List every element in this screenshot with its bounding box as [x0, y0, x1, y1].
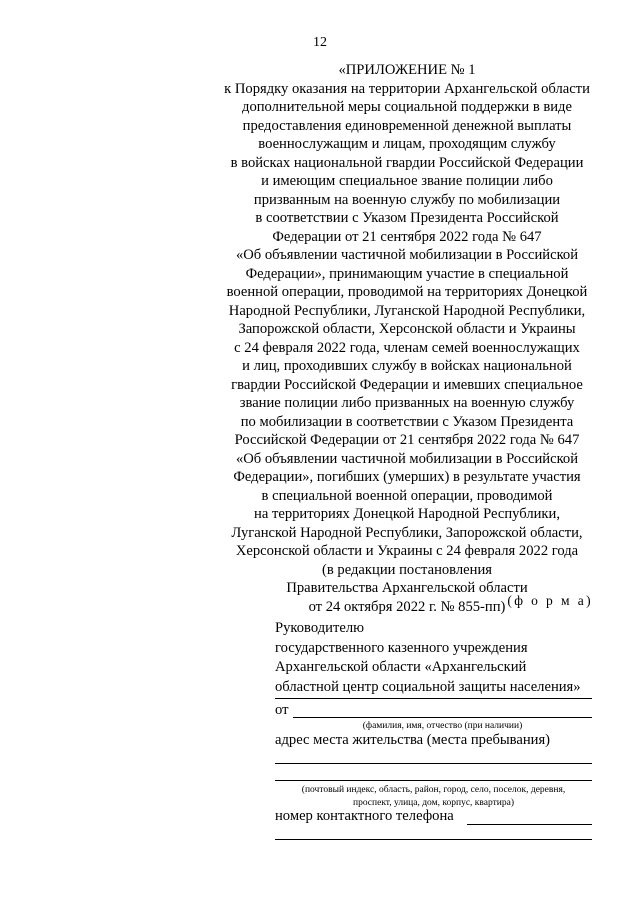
phone-line[interactable]	[467, 824, 592, 825]
address-caption-1: (почтовый индекс, область, район, город, село, поселок, деревня,	[301, 785, 566, 795]
appendix-line: Запорожской области, Херсонской области и Украины	[238, 321, 576, 337]
appendix-line: гвардии Российской Федерации и имевших специальное	[231, 376, 583, 393]
appendix-line: звание полиции либо призванных на военную службу	[239, 395, 575, 411]
phone-extra-line[interactable]	[275, 839, 592, 840]
appendix-line: дополнительной меры социальной поддержки в виде	[242, 99, 572, 115]
appendix-line: с 24 февраля 2022 года, членам семей военнослужащих	[234, 339, 580, 356]
appendix-line: Федерации от 21 сентября 2022 года № 647	[272, 228, 542, 245]
appendix-line: военнослужащим и лицам, проходящим службу	[258, 136, 556, 152]
appendix-line: на территориях Донецкой Народной Республики,	[254, 506, 560, 522]
from-label: от	[275, 702, 289, 718]
address-line-1[interactable]	[275, 763, 592, 764]
appendix-line: Луганской Народной Республики, Запорожской области,	[231, 524, 583, 541]
phone-label: номер контактного телефона	[275, 808, 454, 824]
appendix-line: Херсонской области и Украины с 24 февраля 2022 года	[235, 543, 579, 559]
addressee-line: Архангельской области «Архангельский	[275, 659, 527, 675]
addressee-line: областной центр социальной защиты населения»	[275, 678, 581, 695]
appendix-line: к Порядку оказания на территории Архангельской области	[224, 80, 590, 97]
addressee-line: Руководителю	[275, 620, 365, 636]
addressee-blank-line[interactable]	[275, 698, 592, 699]
appendix-line: Российской Федерации от 21 сентября 2022 года № 647	[234, 432, 580, 448]
appendix-line: «ПРИЛОЖЕНИЕ № 1	[338, 62, 476, 78]
address-caption-2: проспект, улица, дом, корпус, квартира)	[352, 798, 514, 808]
appendix-line: Правительства Архангельской области	[286, 580, 528, 596]
address-line-2[interactable]	[275, 780, 592, 781]
appendix-line: в соответствии с Указом Президента Российской	[255, 210, 559, 226]
appendix-line: и лиц, проходивших службу в войсках национальной	[242, 358, 572, 374]
appendix-line: «Об объявлении частичной мобилизации в Российской	[235, 450, 579, 467]
address-label: адрес места жительства (места пребывания)	[275, 732, 551, 748]
appendix-line: в войсках национальной гвардии Российской Федерации	[230, 154, 584, 171]
appendix-line: Народной Республики, Луганской Народной Республики,	[228, 302, 586, 319]
page-number: 12	[313, 35, 327, 50]
appendix-line: от 24 октября 2022 г. № 855-пп)	[308, 598, 506, 615]
from-name-line[interactable]	[293, 717, 592, 718]
appendix-line: «Об объявлении частичной мобилизации в Российской	[235, 247, 579, 263]
appendix-line: (в редакции постановления	[322, 561, 492, 578]
appendix-line: в специальной военной операции, проводимой	[261, 487, 553, 504]
addressee-block	[275, 619, 605, 697]
appendix-line: Федерации», погибших (умерших) в результате участия	[233, 469, 581, 485]
addressee-line: государственного казенного учреждения	[275, 639, 528, 656]
appendix-line: призванным на военную службу по мобилизации	[253, 191, 561, 208]
appendix-line: предоставления единовременной денежной выплаты	[242, 117, 572, 134]
appendix-line: и имеющим специальное звание полиции либо	[261, 173, 553, 189]
appendix-heading	[212, 61, 602, 616]
appendix-line: Федерации», принимающим участие в специальной	[245, 265, 569, 282]
appendix-line: военной операции, проводимой на территориях Донецкой	[226, 284, 588, 300]
form-mark: (ф о р м а)	[507, 593, 593, 608]
name-caption: (фамилия, имя, отчество (при наличии)	[362, 721, 523, 731]
appendix-line: по мобилизации в соответствии с Указом Президента	[240, 413, 574, 430]
